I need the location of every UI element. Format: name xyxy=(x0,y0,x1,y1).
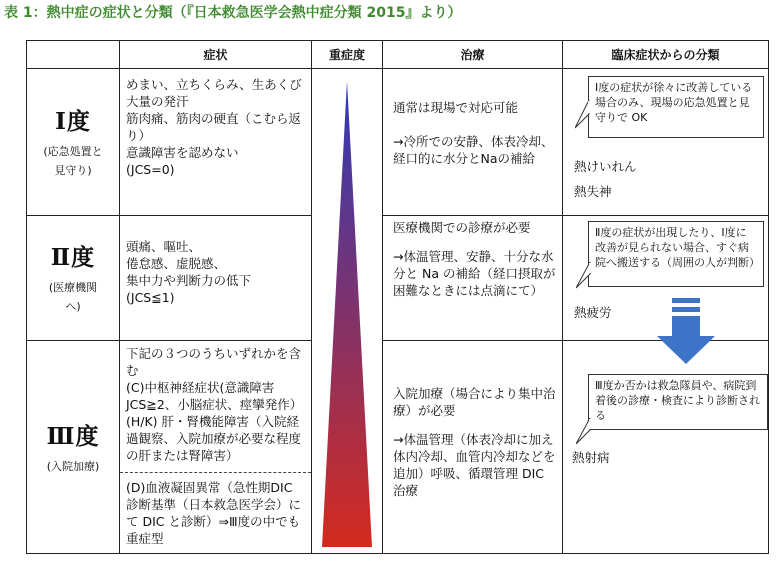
classification-label: 熱疲労 xyxy=(574,305,612,320)
symptoms-cell xyxy=(120,215,312,340)
table-title: 表 1：熱中症の症状と分類（『日本救急医学会熱中症分類 2015』より） xyxy=(4,5,462,21)
symptom-line: 意識障害を認めない xyxy=(126,145,239,160)
severity-cell xyxy=(312,69,383,554)
symptoms-cell xyxy=(120,69,312,216)
header-degree xyxy=(27,41,120,69)
callout-pointer-1 xyxy=(575,100,595,130)
degree-cell xyxy=(27,215,120,340)
symptom-line: (C)中枢神経症状(意識障害JCS≧2、小脳症状、痙攣発作）(H/K) 肝・腎機能障害（入院経過観察、入院加療が必要な程度の肝または腎障害） xyxy=(126,379,303,463)
callout-bubble-1 xyxy=(588,76,764,138)
treatment-line: →冷所での安静、体表冷却、経口的に水分とNaの補給 xyxy=(393,134,554,166)
treatment-cell xyxy=(383,215,563,340)
header-classification: 臨床症状からの分類 xyxy=(563,41,769,69)
symptoms-cell xyxy=(120,340,312,553)
degree-sub: (応急処置と見守り) xyxy=(43,145,103,178)
symptom-line: 集中力や判断力の低下 xyxy=(126,272,252,288)
symptom-line: (D)血液凝固異常（急性期DIC 診断基準（日本救急医学会）にて DIC と診断）⇒Ⅲ度の中でも重症型 xyxy=(126,479,302,546)
treatment-line: →体温管理、安静、十分な水分と Na の補給（経口摂取が困難なときには点滴にて） xyxy=(393,248,556,298)
treatment-line: 医療機関での診療が必要 xyxy=(393,219,531,235)
classification-label: 熱射病 xyxy=(572,450,610,465)
header-symptoms: 症状 xyxy=(120,41,312,69)
treatment-line: →体温管理（体表冷却に加え体内冷却、血管内冷却などを追加）呼吸、循環管理 DIC 治療 xyxy=(393,431,556,498)
degree-label: Ⅱ度 xyxy=(50,244,96,272)
callout-bubble-3 xyxy=(588,374,768,430)
callout-text: Ⅲ度か否かは救急隊員や、病院到着後の診療・検査により診断される xyxy=(595,379,760,422)
symptom-line: 頭痛、嘔吐、 xyxy=(126,238,202,254)
degree-sub: (医療機関へ) xyxy=(48,281,98,314)
callout-text: Ⅱ度の症状が出現したり、Ⅰ度に改善が見られない場合、すぐ病院へ搬送する（周囲の人が判断） xyxy=(595,226,760,269)
symptom-line: めまい、立ちくらみ、生あくび xyxy=(126,77,302,92)
header-treatment: 治療 xyxy=(383,41,563,69)
classification-label: 熱けいれん xyxy=(574,159,637,174)
treatment-cell xyxy=(383,340,563,553)
treatment-cell xyxy=(383,69,563,216)
callout-pointer-3 xyxy=(576,418,596,448)
degree-cell xyxy=(27,340,120,553)
degree-cell xyxy=(27,69,120,216)
degree-sub: (入院加療) xyxy=(46,459,100,473)
header-row xyxy=(27,41,769,69)
degree-label: Ⅰ度 xyxy=(55,108,91,136)
callout-pointer-2 xyxy=(576,262,596,292)
classification-label: 熱失神 xyxy=(574,184,612,199)
callout-text: Ⅰ度の症状が徐々に改善している場合のみ、現場の応急処置と見守りで OK xyxy=(595,81,753,124)
symptom-line: 倦怠感、虚脱感、 xyxy=(126,255,227,271)
severity-triangle xyxy=(312,69,383,553)
symptom-line: 大量の発汗 xyxy=(126,94,189,109)
down-arrow-icon xyxy=(655,298,717,370)
table-row-degree-3 xyxy=(27,340,769,553)
symptom-line: (JCS≦1) xyxy=(126,289,175,305)
degree-label: Ⅲ度 xyxy=(46,422,100,450)
symptom-line: (JCS=0) xyxy=(126,162,175,177)
dashed-divider xyxy=(120,472,311,473)
header-severity: 重症度 xyxy=(312,41,383,69)
symptom-line: 下記の３つのうちいずれかを含む xyxy=(126,345,302,378)
symptom-line: 筋肉痛、筋肉の硬直（こむら返り） xyxy=(126,111,302,143)
treatment-line: 入院加療（場合により集中治療）が必要 xyxy=(393,385,556,418)
callout-bubble-2 xyxy=(588,221,764,287)
treatment-line: 通常は現場で対応可能 xyxy=(393,100,519,115)
